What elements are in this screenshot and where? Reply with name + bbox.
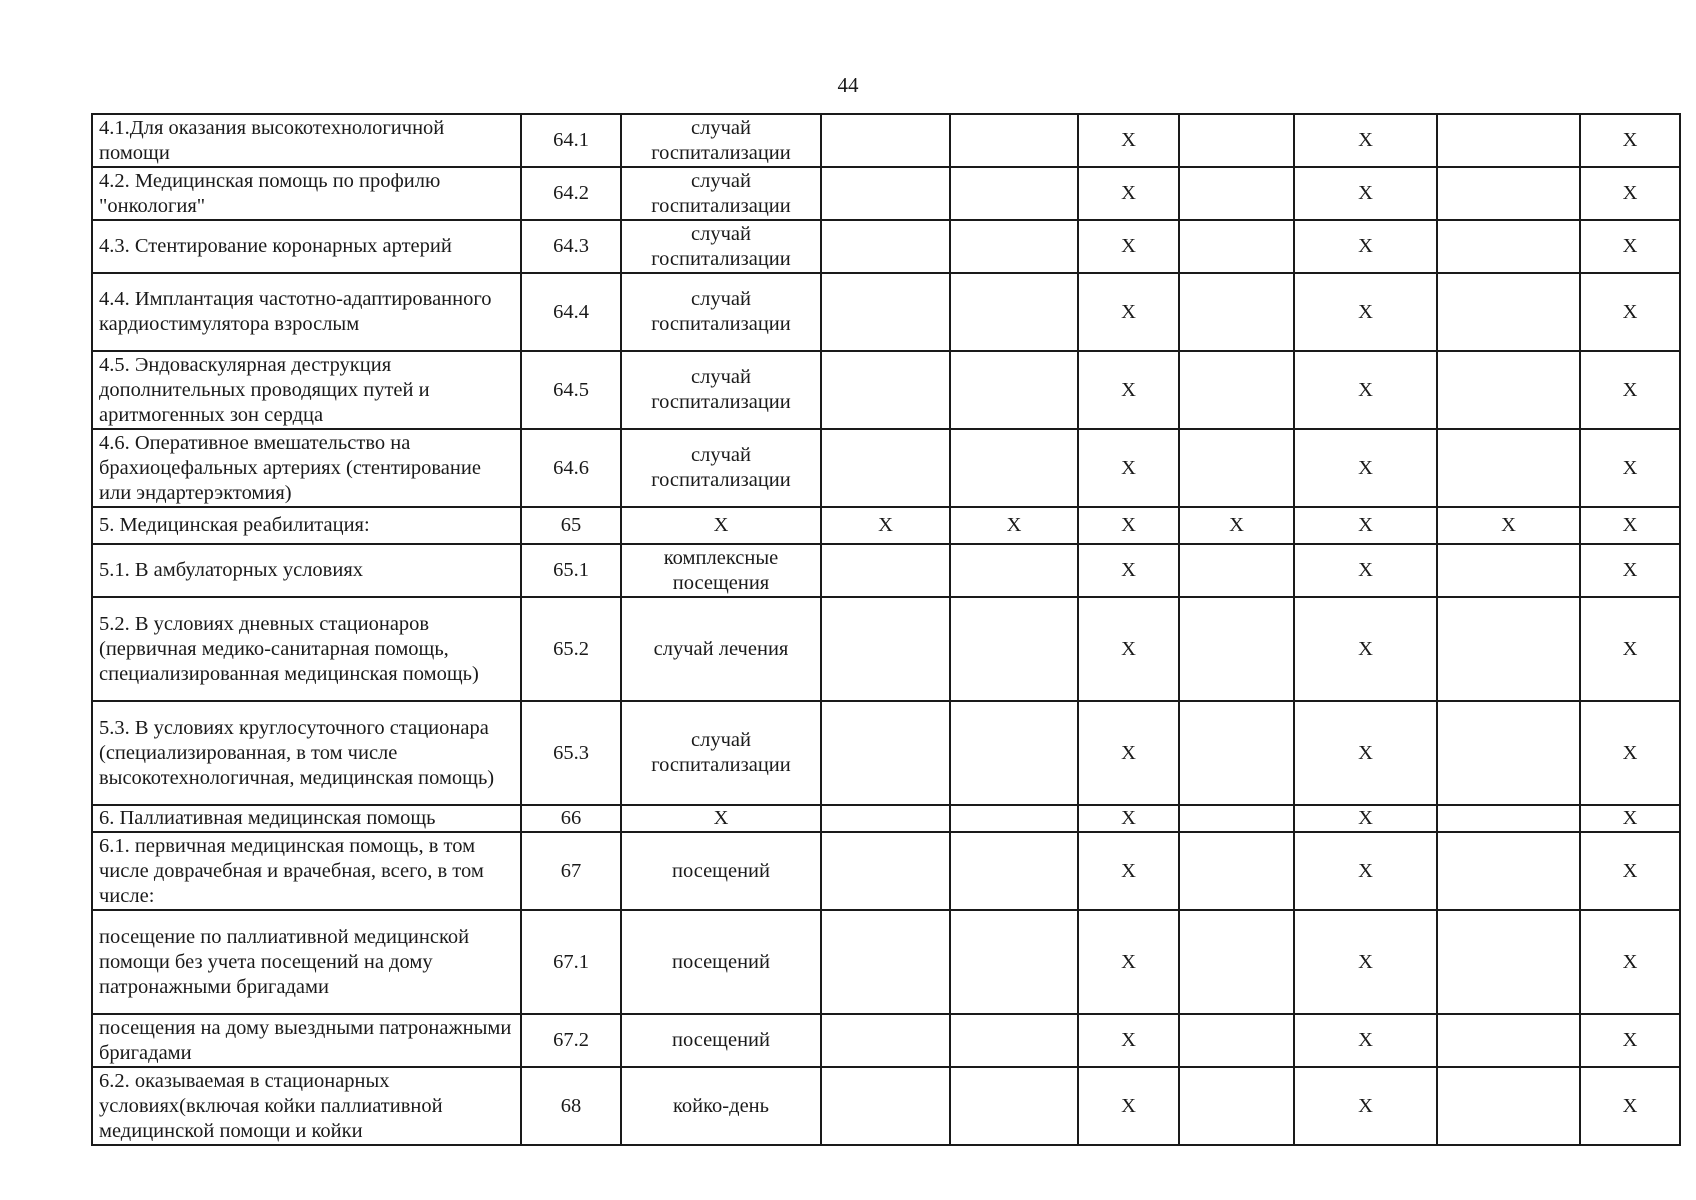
value-cell: Х	[1294, 429, 1437, 507]
table-body	[92, 114, 1680, 1145]
row-unit-cell: посещений	[621, 1014, 821, 1067]
value-cell: Х	[1294, 910, 1437, 1014]
row-unit-cell: случай госпитализации	[621, 701, 821, 805]
value-cell	[1437, 805, 1580, 832]
value-cell	[1437, 114, 1580, 167]
value-cell	[1437, 544, 1580, 597]
value-cell: Х	[1580, 114, 1680, 167]
table-row	[92, 429, 1680, 507]
table-row	[92, 167, 1680, 220]
data-table	[91, 113, 1681, 1146]
value-cell: Х	[1580, 910, 1680, 1014]
value-cell	[950, 544, 1078, 597]
value-cell: Х	[1580, 1014, 1680, 1067]
row-name-cell: 4.6. Оперативное вмешательство на брахиоцефальных артериях (стентирование или эндартерэктомия)	[92, 429, 521, 507]
value-cell	[821, 351, 950, 429]
value-cell: Х	[1580, 351, 1680, 429]
value-cell	[1179, 597, 1294, 701]
value-cell: Х	[1078, 910, 1179, 1014]
value-cell	[821, 167, 950, 220]
value-cell	[1179, 805, 1294, 832]
value-cell: Х	[1078, 701, 1179, 805]
value-cell: Х	[1078, 273, 1179, 351]
value-cell: Х	[1580, 832, 1680, 910]
value-cell: Х	[821, 507, 950, 544]
table-row	[92, 114, 1680, 167]
row-number-cell: 68	[521, 1067, 621, 1145]
row-name-cell: 4.2. Медицинская помощь по профилю "онкология"	[92, 167, 521, 220]
row-unit-cell: случай госпитализации	[621, 220, 821, 273]
row-unit-cell: Х	[621, 805, 821, 832]
value-cell: Х	[950, 507, 1078, 544]
value-cell	[821, 220, 950, 273]
value-cell	[821, 114, 950, 167]
row-number-cell: 64.5	[521, 351, 621, 429]
value-cell: Х	[1580, 544, 1680, 597]
row-unit-cell: посещений	[621, 832, 821, 910]
value-cell: Х	[1294, 832, 1437, 910]
value-cell: Х	[1078, 114, 1179, 167]
value-cell: Х	[1580, 1067, 1680, 1145]
row-number-cell: 64.2	[521, 167, 621, 220]
value-cell	[1179, 429, 1294, 507]
value-cell	[1179, 1067, 1294, 1145]
value-cell	[950, 167, 1078, 220]
row-number-cell: 67.2	[521, 1014, 621, 1067]
value-cell: Х	[1580, 805, 1680, 832]
value-cell: Х	[1078, 1067, 1179, 1145]
row-number-cell: 64.6	[521, 429, 621, 507]
value-cell	[1437, 597, 1580, 701]
value-cell	[821, 273, 950, 351]
row-number-cell: 64.1	[521, 114, 621, 167]
table-row	[92, 351, 1680, 429]
row-name-cell: 4.5. Эндоваскулярная деструкция дополнительных проводящих путей и аритмогенных зон сердца	[92, 351, 521, 429]
page-number: 44	[837, 73, 859, 97]
value-cell: Х	[1078, 507, 1179, 544]
value-cell	[950, 910, 1078, 1014]
value-cell	[1437, 351, 1580, 429]
row-unit-cell: случай лечения	[621, 597, 821, 701]
row-name-cell: 6.1. первичная медицинская помощь, в том числе доврачебная и врачебная, всего, в том числе:	[92, 832, 521, 910]
value-cell	[950, 1067, 1078, 1145]
value-cell	[1179, 832, 1294, 910]
value-cell	[950, 273, 1078, 351]
row-number-cell: 64.3	[521, 220, 621, 273]
value-cell	[821, 1014, 950, 1067]
value-cell	[950, 805, 1078, 832]
value-cell	[821, 832, 950, 910]
value-cell: Х	[1580, 597, 1680, 701]
value-cell: Х	[1294, 805, 1437, 832]
row-unit-cell: посещений	[621, 910, 821, 1014]
value-cell: Х	[1580, 429, 1680, 507]
value-cell: Х	[1179, 507, 1294, 544]
value-cell	[1179, 167, 1294, 220]
value-cell	[1437, 1067, 1580, 1145]
value-cell: Х	[1078, 805, 1179, 832]
row-name-cell: 5.2. В условиях дневных стационаров (первичная медико-санитарная помощь, специализированная медицинская помощь)	[92, 597, 521, 701]
value-cell: Х	[1294, 167, 1437, 220]
row-name-cell: 6.2. оказываемая в стационарных условиях(включая койки паллиативной медицинской помощи и койки	[92, 1067, 521, 1145]
table-row	[92, 910, 1680, 1014]
value-cell	[950, 351, 1078, 429]
row-name-cell: 5.3. В условиях круглосуточного стационара (специализированная, в том числе высокотехнологичная, медицинская помощь)	[92, 701, 521, 805]
row-name-cell: 6. Паллиативная медицинская помощь	[92, 805, 521, 832]
table-row	[92, 1014, 1680, 1067]
value-cell	[821, 544, 950, 597]
row-name-cell: 5. Медицинская реабилитация:	[92, 507, 521, 544]
table-row	[92, 273, 1680, 351]
value-cell: Х	[1078, 351, 1179, 429]
value-cell: Х	[1078, 220, 1179, 273]
value-cell	[1179, 701, 1294, 805]
value-cell	[1179, 114, 1294, 167]
value-cell: Х	[1294, 701, 1437, 805]
value-cell: Х	[1294, 351, 1437, 429]
table-row	[92, 701, 1680, 805]
value-cell	[950, 597, 1078, 701]
value-cell	[821, 597, 950, 701]
value-cell	[950, 832, 1078, 910]
value-cell	[1437, 1014, 1580, 1067]
value-cell	[1179, 910, 1294, 1014]
row-name-cell: 4.3. Стентирование коронарных артерий	[92, 220, 521, 273]
table-row	[92, 805, 1680, 832]
value-cell: Х	[1437, 507, 1580, 544]
value-cell: Х	[1294, 544, 1437, 597]
value-cell	[1437, 429, 1580, 507]
row-unit-cell: случай госпитализации	[621, 273, 821, 351]
value-cell: Х	[1580, 701, 1680, 805]
value-cell	[821, 1067, 950, 1145]
table-row	[92, 507, 1680, 544]
row-number-cell: 67	[521, 832, 621, 910]
row-name-cell: посещение по паллиативной медицинской помощи без учета посещений на дому патронажными бригадами	[92, 910, 521, 1014]
value-cell	[1437, 701, 1580, 805]
value-cell	[821, 429, 950, 507]
value-cell	[1179, 273, 1294, 351]
row-unit-cell: комплексные посещения	[621, 544, 821, 597]
row-number-cell: 65.2	[521, 597, 621, 701]
value-cell	[950, 220, 1078, 273]
row-unit-cell: Х	[621, 507, 821, 544]
row-number-cell: 67.1	[521, 910, 621, 1014]
value-cell	[950, 114, 1078, 167]
value-cell: Х	[1294, 273, 1437, 351]
value-cell: Х	[1078, 167, 1179, 220]
row-number-cell: 65.3	[521, 701, 621, 805]
value-cell	[950, 1014, 1078, 1067]
row-unit-cell: случай госпитализации	[621, 167, 821, 220]
value-cell: Х	[1078, 429, 1179, 507]
value-cell: Х	[1294, 1014, 1437, 1067]
row-number-cell: 64.4	[521, 273, 621, 351]
table-row	[92, 832, 1680, 910]
value-cell: Х	[1078, 1014, 1179, 1067]
value-cell: Х	[1580, 220, 1680, 273]
value-cell: Х	[1580, 167, 1680, 220]
value-cell: Х	[1580, 507, 1680, 544]
value-cell	[821, 910, 950, 1014]
row-name-cell: 4.4. Имплантация частотно-адаптированного кардиостимулятора взрослым	[92, 273, 521, 351]
value-cell	[1179, 351, 1294, 429]
row-name-cell: посещения на дому выездными патронажными бригадами	[92, 1014, 521, 1067]
value-cell: Х	[1294, 1067, 1437, 1145]
value-cell	[821, 701, 950, 805]
row-unit-cell: случай госпитализации	[621, 429, 821, 507]
table-row	[92, 597, 1680, 701]
value-cell	[1179, 544, 1294, 597]
table-row	[92, 544, 1680, 597]
value-cell: Х	[1294, 220, 1437, 273]
value-cell: Х	[1294, 114, 1437, 167]
row-name-cell: 4.1.Для оказания высокотехнологичной помощи	[92, 114, 521, 167]
value-cell: Х	[1580, 273, 1680, 351]
value-cell	[1179, 220, 1294, 273]
value-cell	[821, 805, 950, 832]
row-unit-cell: случай госпитализации	[621, 114, 821, 167]
value-cell	[1437, 832, 1580, 910]
value-cell	[950, 701, 1078, 805]
value-cell: Х	[1294, 597, 1437, 701]
value-cell: Х	[1294, 507, 1437, 544]
row-number-cell: 65.1	[521, 544, 621, 597]
value-cell	[950, 429, 1078, 507]
value-cell	[1437, 220, 1580, 273]
row-name-cell: 5.1. В амбулаторных условиях	[92, 544, 521, 597]
row-number-cell: 65	[521, 507, 621, 544]
row-unit-cell: койко-день	[621, 1067, 821, 1145]
value-cell: Х	[1078, 544, 1179, 597]
value-cell	[1437, 167, 1580, 220]
row-number-cell: 66	[521, 805, 621, 832]
row-unit-cell: случай госпитализации	[621, 351, 821, 429]
value-cell	[1437, 273, 1580, 351]
value-cell	[1437, 910, 1580, 1014]
table-row	[92, 1067, 1680, 1145]
table-row	[92, 220, 1680, 273]
value-cell	[1179, 1014, 1294, 1067]
value-cell: Х	[1078, 832, 1179, 910]
value-cell: Х	[1078, 597, 1179, 701]
